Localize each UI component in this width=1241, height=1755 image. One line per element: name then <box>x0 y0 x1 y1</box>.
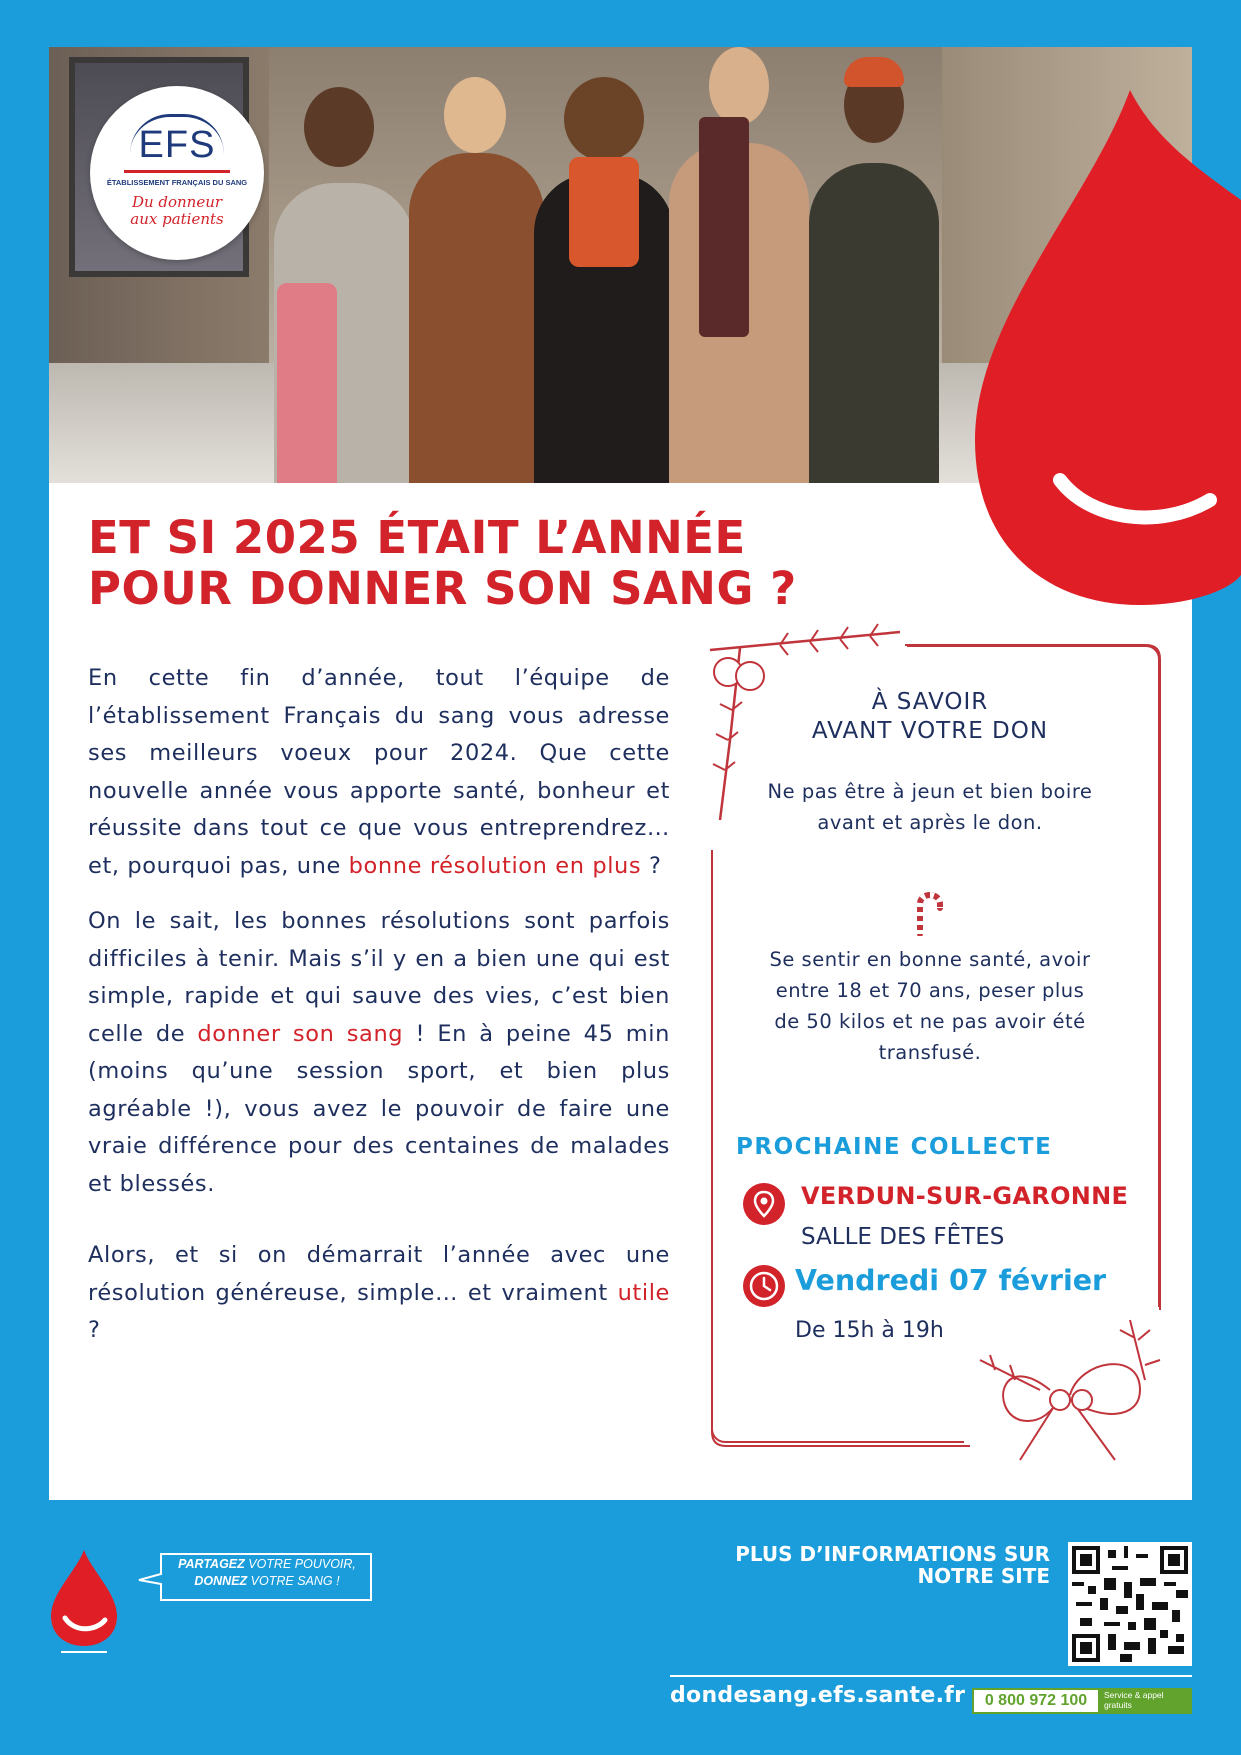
collection-venue: SALLE DES FÊTES <box>801 1224 1005 1250</box>
tip-eligibility: Se sentir en bonne santé, avoir entre 18 et 70 ans, peser plus de 50 kilos et ne pas avoir été transfusé. <box>769 948 1091 1064</box>
paragraph-2: On le sait, les bonnes résolutions sont parfois difficiles à tenir. Mais s’il y en a bien une qui est simple, rapide et qui sauve des vies, c’est bien celle de donner son sang ! En à peine 45 min (moins qu’une session sport, et bien plus agréable !), vous avez le pouvoir de faire une vraie différence pour des centaines de malades et blessés. <box>88 908 670 1197</box>
blood-drop-logo-icon <box>49 1548 119 1656</box>
next-collection-title: PROCHAINE COLLECTE <box>736 1134 1053 1160</box>
qr-code-icon[interactable] <box>1068 1542 1192 1666</box>
clock-icon <box>742 1264 786 1308</box>
efs-logo <box>90 86 264 260</box>
body-text <box>88 660 670 1368</box>
paragraph-1: En cette fin d’année, tout l’équipe de l’établissement Français du sang vous adresse ses meilleurs voeux pour 2024. Que cette nouvelle année vous apporte santé, bonheur et réussite dans tout ce que vous entreprendrez… et, pourquoi pas, une bonne résolution en plus ? <box>88 665 670 879</box>
more-info-label: PLUS D’INFORMATIONS SUR NOTRE SITE <box>735 1542 1050 1588</box>
logo-subtitle: ÉTABLISSEMENT FRANÇAIS DU SANG <box>106 178 248 187</box>
blood-drop-icon <box>970 80 1241 610</box>
collection-hours: De 15h à 19h <box>795 1318 944 1343</box>
paragraph-3: Alors, et si on démarrait l’année avec une résolution généreuse, simple… et vraiment utile ? <box>88 1242 670 1343</box>
candy-cane-icon <box>910 888 950 936</box>
logo-tagline: Du donneur aux patients <box>130 193 224 228</box>
collection-date: Vendredi 07 février <box>795 1264 1107 1297</box>
info-box-title: À SAVOIR AVANT VOTRE DON <box>811 689 1049 744</box>
phone-tag: Service & appel gratuits <box>1100 1688 1192 1714</box>
logo-brand: EFS <box>138 124 216 166</box>
page-title: ET SI 2025 ÉTAIT L’ANNÉE POUR DONNER SON SANG ? <box>88 511 797 615</box>
phone-number[interactable]: 0 800 972 100 <box>972 1688 1100 1714</box>
collection-city: VERDUN-SUR-GARONNE <box>801 1182 1129 1210</box>
location-pin-icon <box>742 1182 786 1226</box>
share-slogan: PARTAGEZ VOTRE POUVOIR, DONNEZ VOTRE SANG ! <box>178 1557 356 1588</box>
footer-divider <box>670 1675 1192 1677</box>
website-link[interactable]: dondesang.efs.sante.fr <box>670 1683 966 1708</box>
tip-fasting: Ne pas être à jeun et bien boire avant et après le don. <box>767 780 1093 834</box>
